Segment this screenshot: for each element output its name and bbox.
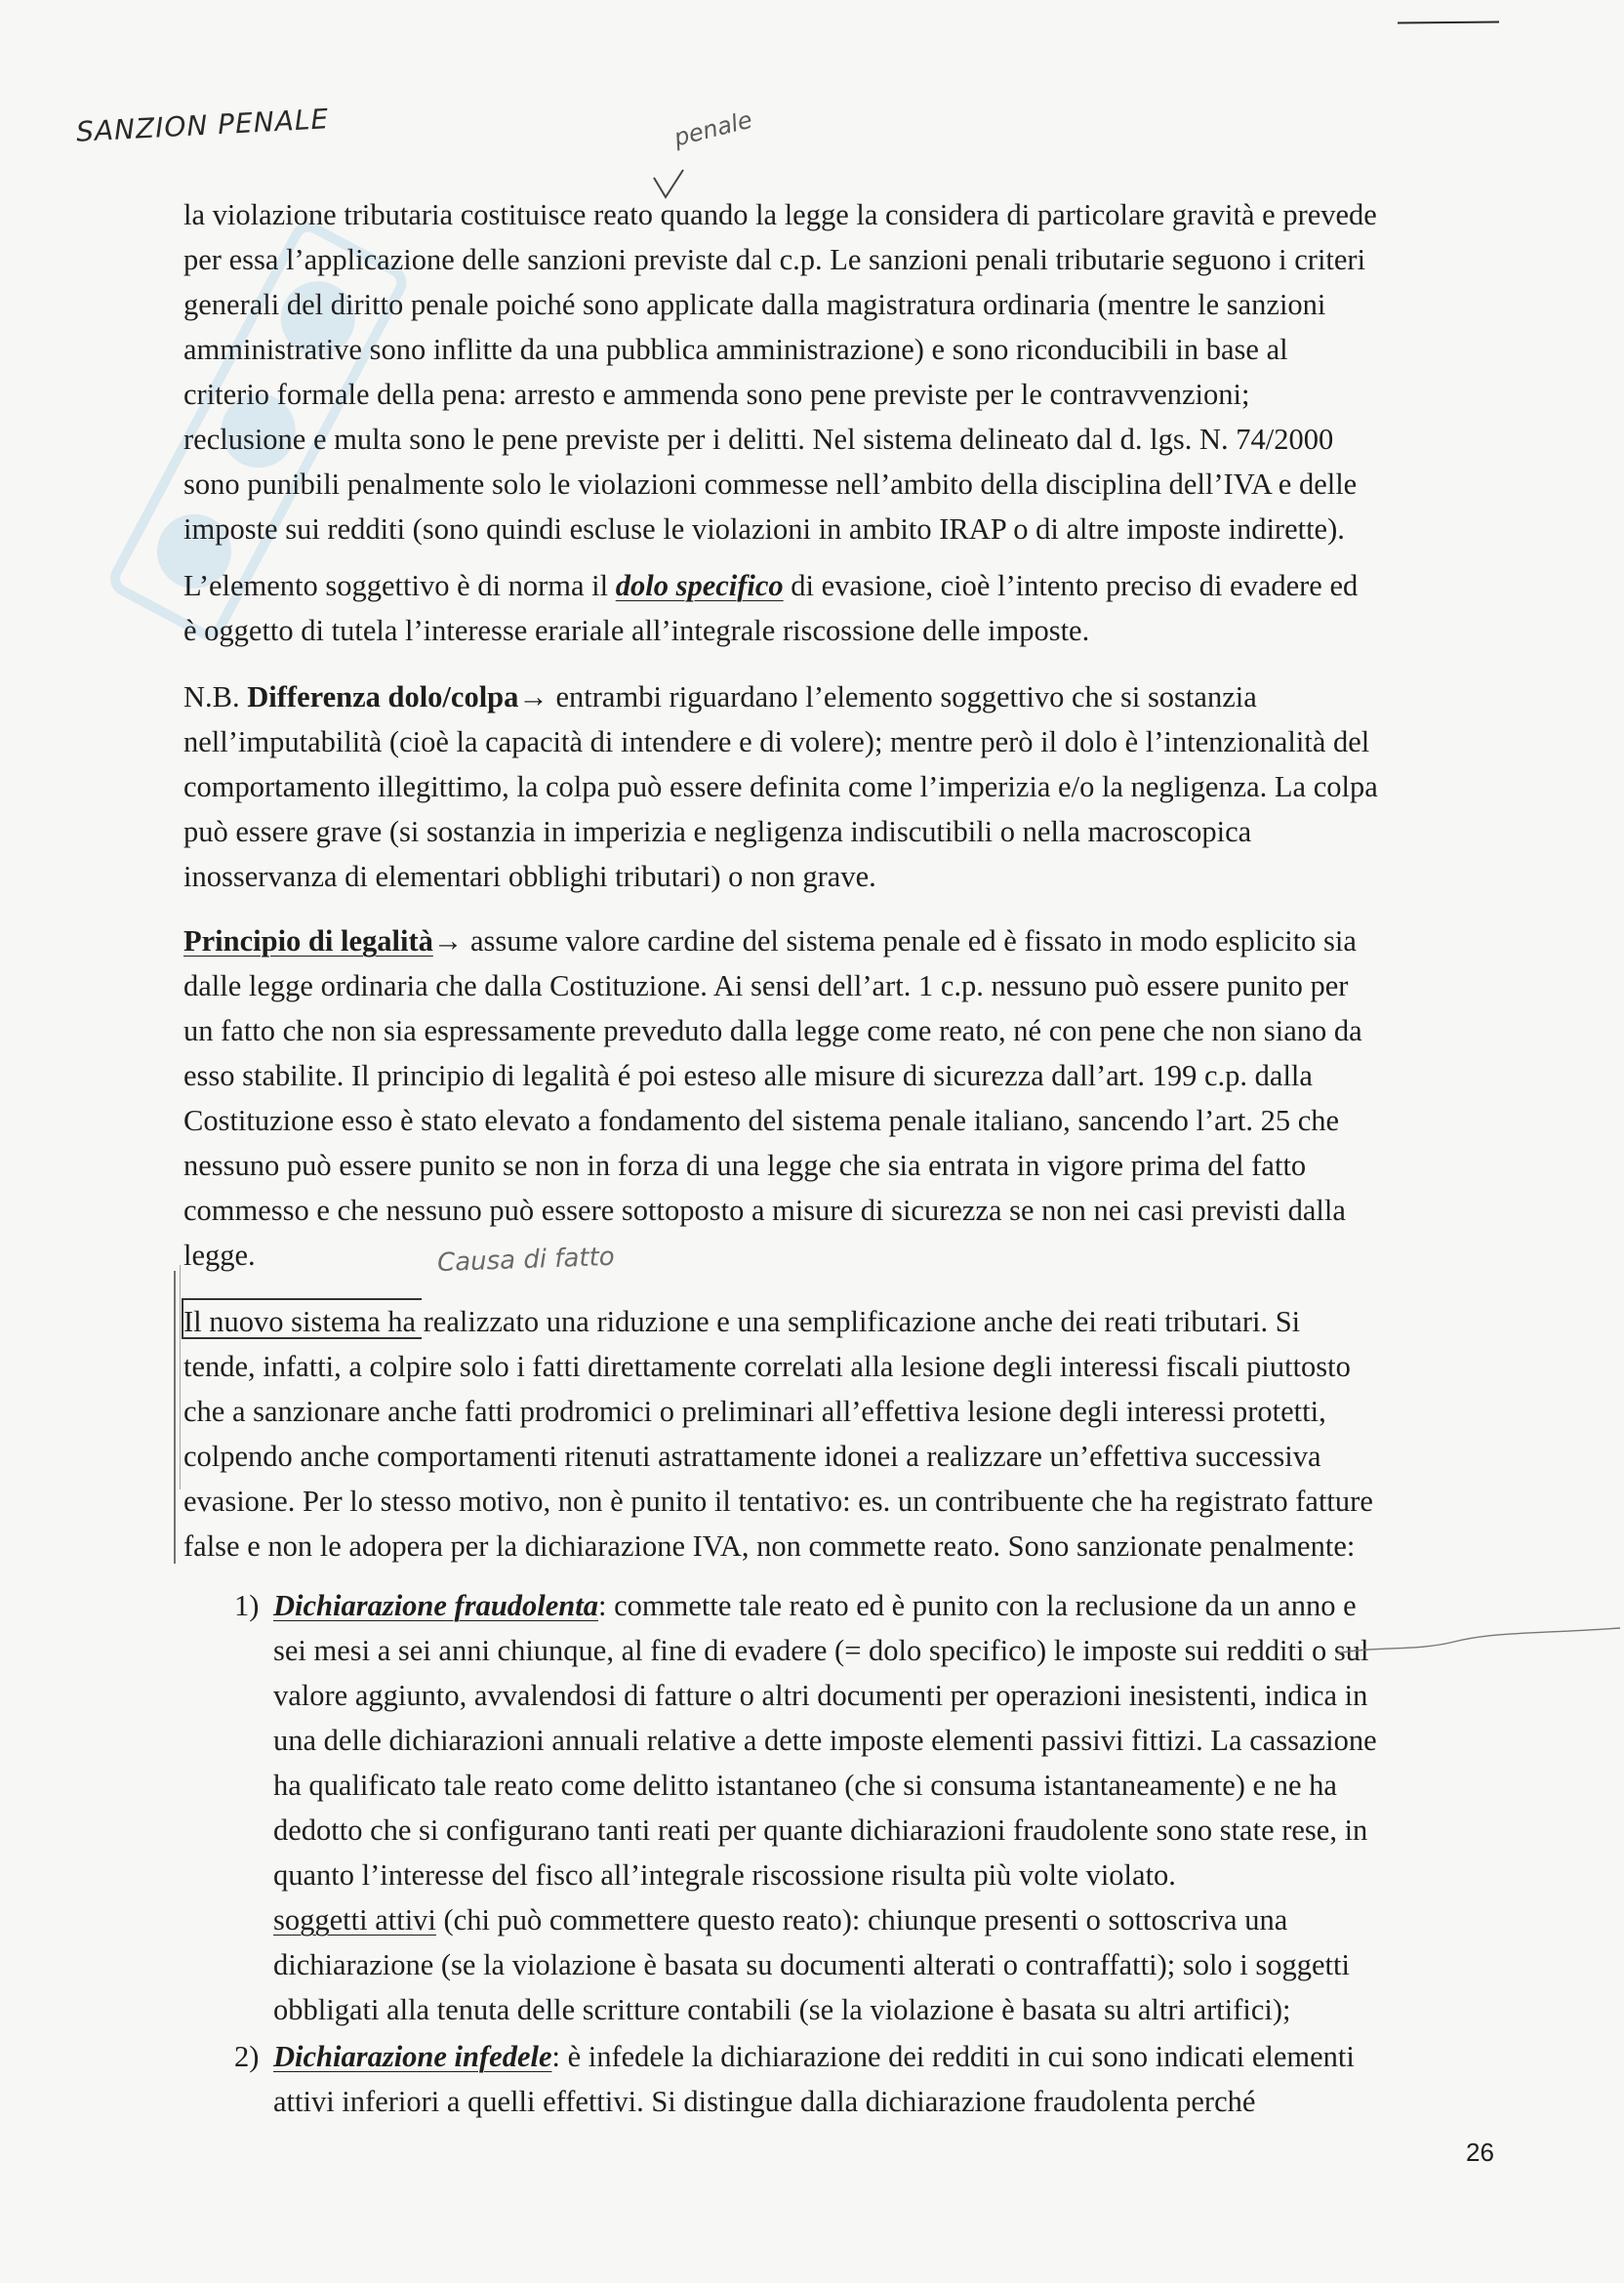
dolo-colpa-heading: Differenza dolo/colpa (247, 680, 519, 713)
text-line: N.B. Differenza dolo/colpa→ entrambi riguardano l’elemento soggettivo che si sostanzia (183, 680, 1257, 713)
text-line: L’elemento soggettivo è di norma il dolo specifico di evasione, cioè l’intento preciso di evadere ed (183, 569, 1359, 602)
text-line: sei mesi a sei anni chiunque, al fine di evadere (= dolo specifico) le imposte sui redditi o sul (273, 1634, 1369, 1667)
item-title: Dichiarazione fraudolenta (273, 1589, 598, 1622)
text-line: attivi inferiori a quelli effettivi. Si distingue dalla dichiarazione fraudolenta perché (273, 2085, 1256, 2118)
top-rule-mark (1398, 20, 1499, 23)
text-line: Principio di legalità→ assume valore cardine del sistema penale ed è fissato in modo esplicito sia (183, 924, 1357, 958)
text-line: valore aggiunto, avvalendosi di fatture o altri documenti per operazioni inesistenti, indica in (273, 1679, 1368, 1712)
text-line: che a sanzionare anche fatti prodromici o preliminari all’effettiva lesione degli interessi protetti, (183, 1395, 1326, 1428)
text-line: è oggetto di tutela l’interesse erariale all’integrale riscossione delle imposte. (183, 614, 1090, 647)
text-line: un fatto che non sia espressamente preveduto dalla legge come reato, né con pene che non siano da (183, 1014, 1362, 1047)
item-title: Dichiarazione infedele (273, 2040, 552, 2073)
text-line: ha qualificato tale reato come delitto istantaneo (che si consuma istantaneamente) e ne ha (273, 1769, 1337, 1802)
text-line: Dichiarazione infedele: è infedele la dichiarazione dei redditi in cui sono indicati elementi (273, 2040, 1355, 2073)
principio-legalita-heading: Principio di legalità (183, 924, 433, 958)
text-line: soggetti attivi (chi può commettere questo reato): chiunque presenti o sottoscriva una (273, 1903, 1288, 1936)
text-line: sono punibili penalmente solo le violazioni commesse nell’ambito della disciplina dell’IVA e delle (183, 468, 1358, 501)
text-line: inosservanza di elementari obblighi tributari) o non grave. (183, 860, 876, 893)
text-line: comportamento illegittimo, la colpa può essere definita come l’imperizia e/o la negligenza. La colpa (183, 770, 1378, 803)
text-line: amministrative sono inflitte da una pubblica amministrazione) e sono riconducibili in base al (183, 333, 1288, 366)
handwritten-heading: SANZION PENALE (75, 102, 330, 148)
text-line: tende, infatti, a colpire solo i fatti direttamente correlati alla lesione degli interessi fiscali piuttosto (183, 1350, 1351, 1383)
text-line: la violazione tributaria costituisce reato quando la legge la considera di particolare gravità e prevede (183, 198, 1377, 231)
text-line: false e non le adopera per la dichiarazione IVA, non commette reato. Sono sanzionate penalmente: (183, 1529, 1356, 1563)
text-line: dalle legge ordinaria che dalla Costituzione. Ai sensi dell’art. 1 c.p. nessuno può essere punito per (183, 969, 1349, 1002)
text-line: obbligati alla tenuta delle scritture contabili (se la violazione è basata su altri artifici); (273, 1993, 1291, 2026)
text-line: una delle dichiarazioni annuali relative a dette imposte elementi passivi fittizi. La cassazione (273, 1724, 1377, 1757)
soggetti-attivi-term: soggetti attivi (273, 1903, 436, 1936)
arrow-icon: → (518, 680, 548, 713)
text-line: legge. (183, 1239, 256, 1272)
handwritten-penale-note: penale (670, 105, 755, 152)
text-line: può essere grave (si sostanzia in imperizia e negligenza indiscutibili o nella macroscopica (183, 815, 1252, 848)
margin-bracket-mark (180, 1265, 181, 1489)
text-line: per essa l’applicazione delle sanzioni previste dal c.p. Le sanzioni penali tributarie seguono i criteri (183, 243, 1366, 276)
arrow-icon: → (432, 924, 464, 958)
text-line: colpendo anche comportamenti ritenuti astrattamente idonei a realizzare un’effettiva successiva (183, 1440, 1321, 1473)
text-line: reclusione e multa sono le pene previste per i delitti. Nel sistema delineato dal d. lgs. N. 74/2000 (183, 423, 1334, 456)
page-number: 26 (1466, 2138, 1494, 2167)
text-line: generali del diritto penale poiché sono applicate dalla magistratura ordinaria (mentre le sanzioni (183, 288, 1326, 321)
text-line: esso stabilite. Il principio di legalità é poi esteso alle misure di sicurezza dall’art. 199 c.p. dalla (183, 1059, 1313, 1092)
list-marker: 2) (234, 2040, 260, 2073)
text-line: quanto l’interesse del fisco all’integrale riscossione risulta più volte violato. (273, 1858, 1176, 1892)
text-line: imposte sui redditi (sono quindi escluse le violazioni in ambito IRAP o di altre imposte indirette). (183, 512, 1345, 546)
list-marker: 1) (234, 1589, 260, 1622)
text-line: criterio formale della pena: arresto e ammenda sono pene previste per le contravvenzioni; (183, 378, 1250, 411)
text-line: evasione. Per lo stesso motivo, non è punito il tentativo: es. un contribuente che ha registrato fatture (183, 1485, 1373, 1518)
text-line: Dichiarazione fraudolenta: commette tale reato ed è punito con la reclusione da un anno e (273, 1589, 1357, 1622)
text-line: Il nuovo sistema ha realizzato una riduzione e una semplificazione anche dei reati tributari. Si (183, 1305, 1301, 1338)
handwritten-causa-note: Causa di fatto (436, 1242, 616, 1279)
dolo-specifico-term: dolo specifico (615, 569, 784, 602)
text-line: dedotto che si configurano tanti reati per quante dichiarazioni fraudolente sono state rese, in (273, 1814, 1368, 1847)
margin-bracket-mark (174, 1271, 176, 1564)
text-line: nell’imputabilità (cioè la capacità di intendere e di volere); mentre però il dolo è l’intenzionalità del (183, 725, 1370, 758)
text-line: Costituzione esso è stato elevato a fondamento del sistema penale italiano, sancendo l’art. 25 che (183, 1104, 1340, 1137)
text-line: commesso e che nessuno può essere sottoposto a misure di sicurezza se non nei casi previsti dalla (183, 1194, 1346, 1227)
text-line: nessuno può essere punito se non in forza di una legge che sia entrata in vigore prima del fatto (183, 1149, 1307, 1182)
pen-squiggle-mark (1337, 1624, 1624, 1663)
text-line: dichiarazione (se la violazione è basata su documenti alterati o contraffatti); solo i soggetti (273, 1948, 1350, 1981)
